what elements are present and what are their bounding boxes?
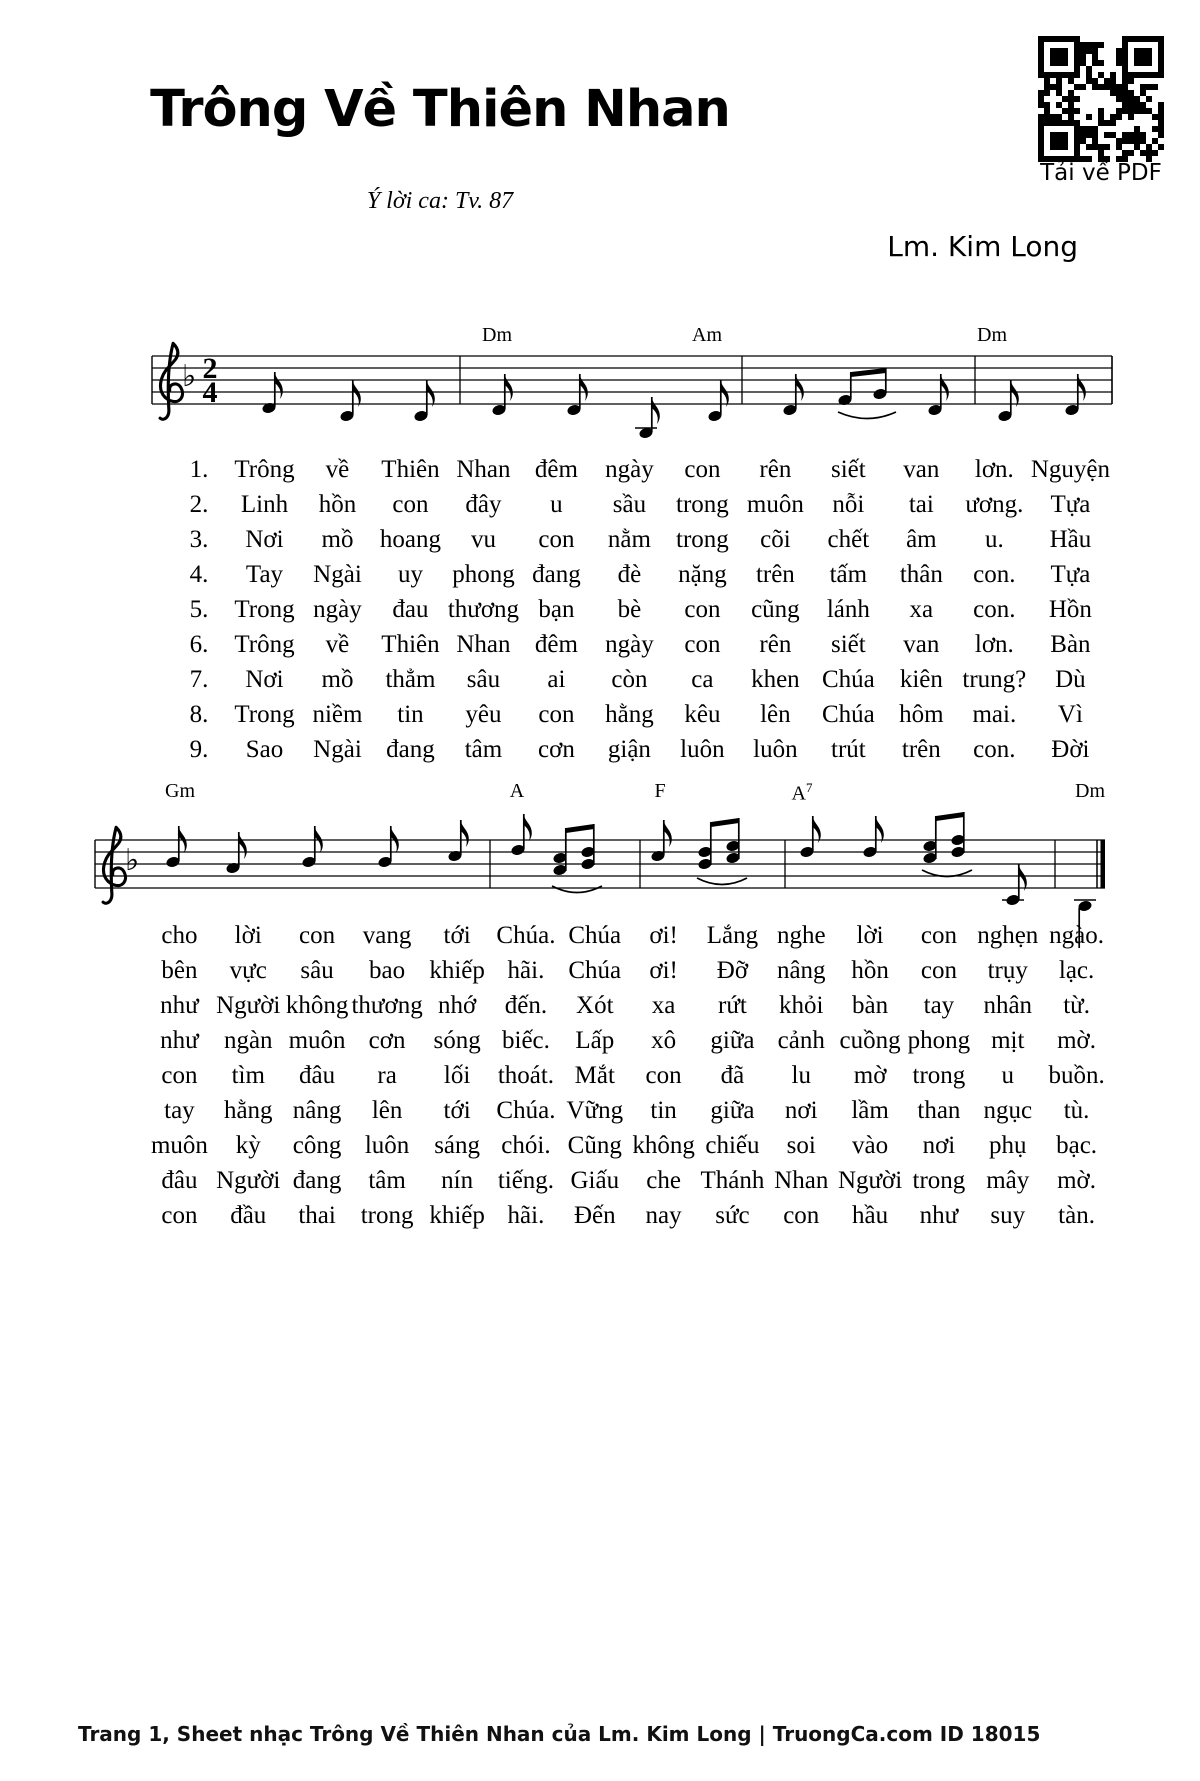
lyric-word: muôn <box>150 1132 208 1159</box>
lyric-word: Nơi <box>245 666 284 693</box>
lyric-word: con <box>645 1062 682 1089</box>
lyric-word: muôn <box>746 491 804 518</box>
lyric-word: giữa <box>710 1097 755 1124</box>
lyric-word: con <box>161 1202 198 1229</box>
qr-image <box>1038 36 1164 162</box>
lyric-word: tìm <box>231 1062 265 1089</box>
lyric-word: đã <box>720 1062 745 1089</box>
lyric-word: nhân <box>983 992 1033 1019</box>
song-subtitle: Ý lời ca: Tv. 87 <box>366 188 514 214</box>
lyric-word: Bàn <box>1050 631 1091 658</box>
lyric-word: mịt <box>991 1027 1025 1054</box>
lyric-word: mờ. <box>1057 1167 1097 1194</box>
qr-code[interactable] <box>1038 36 1164 162</box>
lyric-word: nơi <box>784 1097 818 1124</box>
lyric-word: tay <box>923 992 955 1019</box>
lyric-word: mồ <box>321 526 354 553</box>
continuation-block <box>145 918 1111 1233</box>
lyric-word: phong <box>452 561 515 588</box>
verse-number: 9. <box>189 736 209 763</box>
lyric-word: Linh <box>240 491 289 518</box>
lyric-word: nay <box>645 1202 682 1229</box>
lyric-word: tin <box>397 701 424 728</box>
lyric-word: xa <box>909 596 934 623</box>
lyric-word: sáng <box>434 1132 481 1159</box>
lyric-word: Nhan <box>456 631 511 658</box>
lyric-word: Ngài <box>313 736 362 763</box>
lyric-word: Giấu <box>570 1167 620 1194</box>
lyric-word: nỗi <box>832 491 865 518</box>
lyric-word: cõi <box>760 526 791 553</box>
verse-number: 1. <box>189 456 209 483</box>
lyric-word: lối <box>443 1062 471 1089</box>
lyric-word: Ngài <box>313 561 362 588</box>
lyric-word: vực <box>229 957 267 984</box>
lyric-word: Mắt <box>574 1062 615 1089</box>
lyric-word: trút <box>831 736 866 763</box>
lyric-word: sức <box>715 1202 750 1229</box>
lyric-word: mờ <box>853 1062 887 1089</box>
lyric-word: nín <box>441 1167 474 1194</box>
lyric-word: Trông <box>234 456 295 483</box>
lyric-word: cũng <box>751 596 800 623</box>
lyric-word: hãi. <box>507 1202 545 1229</box>
lyric-word: hằng <box>223 1097 273 1124</box>
lyric-word: Vững <box>566 1097 624 1124</box>
lyric-word: khiếp <box>429 957 485 984</box>
lyric-word: sâu <box>300 957 334 984</box>
chord-superscript: 7 <box>805 780 813 795</box>
lyric-word: siết <box>831 631 866 658</box>
lyric-word: nơi <box>922 1132 956 1159</box>
lyric-word: Tựa <box>1050 491 1091 518</box>
lyric-word: muôn <box>288 1027 346 1054</box>
lyric-word: ngày <box>313 596 362 623</box>
lyric-word: con <box>299 922 336 949</box>
lyric-word: tâm <box>368 1167 406 1194</box>
lyric-word: đây <box>465 491 502 518</box>
lyric-word: tâm <box>464 736 503 763</box>
lyric-word: Thánh <box>700 1167 765 1194</box>
lyric-word: Nhan <box>774 1167 829 1194</box>
lyric-word: bao <box>369 957 406 984</box>
lyric-word: bên <box>161 957 198 984</box>
lyric-word: phụ <box>988 1132 1027 1159</box>
lyric-word: nghẹn <box>977 922 1039 949</box>
lyric-word: buồn. <box>1048 1062 1105 1089</box>
lyric-word: về <box>325 456 350 483</box>
lyric-word: hồn <box>851 957 889 984</box>
lyric-word: công <box>292 1132 342 1159</box>
lyric-word: Người <box>837 1167 903 1194</box>
lyric-word: hằng <box>605 701 654 728</box>
lyric-word: kỳ <box>235 1132 261 1159</box>
lyric-word: Nguyện <box>1030 456 1110 483</box>
lyric-word: như <box>919 1202 959 1229</box>
lyric-word: bạn <box>538 596 575 623</box>
lyric-word: biếc. <box>502 1027 550 1054</box>
lyric-word: sóng <box>433 1027 481 1054</box>
lyric-word: thương <box>351 992 423 1019</box>
lyric-word: từ. <box>1063 992 1090 1019</box>
lyric-word: Nơi <box>245 526 284 553</box>
lyric-word: suy <box>990 1202 1026 1229</box>
lyric-word: bè <box>617 596 642 623</box>
download-pdf-label[interactable]: Tải về PDF <box>1040 160 1162 186</box>
lyric-word: tay <box>164 1097 195 1124</box>
lyric-word: thoát. <box>497 1062 555 1089</box>
lyric-word: đâu <box>161 1167 198 1194</box>
lyric-word: Hầu <box>1049 526 1092 553</box>
lyric-word: Trong <box>234 701 295 728</box>
verse-number: 2. <box>189 491 209 518</box>
lyric-word: yêu <box>465 701 502 728</box>
lyric-word: giận <box>607 736 651 763</box>
lyric-word: Lấp <box>575 1027 615 1054</box>
lyric-word: Dù <box>1055 666 1086 693</box>
lyric-word: khiếp <box>429 1202 485 1229</box>
chord-symbol: Am <box>692 324 722 346</box>
verse-number: 7. <box>189 666 209 693</box>
lyric-word: con <box>684 456 721 483</box>
chord-symbol: Dm <box>1075 780 1105 802</box>
lyric-word: con <box>920 957 957 984</box>
lyric-word: khen <box>751 666 800 693</box>
lyric-word: con. <box>973 736 1016 763</box>
page-footer: Trang 1, Sheet nhạc Trông Về Thiên Nhan của Lm. Kim Long | TruongCa.com ID 18015 <box>78 1722 1041 1746</box>
verse-number: 3. <box>189 526 209 553</box>
lyric-word: nặng <box>678 561 727 588</box>
lyric-word: Chúa <box>568 922 622 949</box>
lyric-word: Xót <box>576 992 614 1019</box>
lyric-word: Đến <box>573 1202 616 1229</box>
chord-symbol: Gm <box>165 780 195 802</box>
lyric-word: lạc. <box>1058 957 1095 984</box>
lyric-word: Đời <box>1051 736 1090 763</box>
lyric-word: Người <box>216 992 281 1019</box>
lyric-word: kiên <box>899 666 943 693</box>
lyric-word: than <box>917 1097 961 1124</box>
lyric-word: lên <box>371 1097 403 1124</box>
lyric-word: con <box>392 491 429 518</box>
lyric-word: ngục <box>983 1097 1033 1124</box>
lyric-word: đêm <box>534 631 578 658</box>
lyric-word: Chúa <box>821 701 875 728</box>
verse-number: 5. <box>189 596 209 623</box>
lyric-word: tin <box>650 1097 677 1124</box>
lyric-word: trong <box>912 1062 966 1089</box>
lyric-word: không <box>632 1132 695 1159</box>
lyric-word: Hồn <box>1048 596 1092 623</box>
lyric-word: rên <box>759 456 792 483</box>
lyric-word: trong <box>360 1202 414 1229</box>
lyric-word: trên <box>755 561 795 588</box>
lyric-word: đang <box>292 1167 342 1194</box>
lyric-word: đau <box>392 596 429 623</box>
lyric-word: đầu <box>230 1202 267 1229</box>
lyric-word: niềm <box>312 701 363 728</box>
chord-symbol: $A^7$ <box>791 780 813 805</box>
lyric-word: kêu <box>684 701 721 728</box>
lyric-word: Đỡ <box>716 957 749 984</box>
lyric-word: vang <box>362 922 412 949</box>
lyric-word: tai <box>908 491 934 518</box>
lyric-word: chiếu <box>705 1132 760 1159</box>
lyric-word: nghe <box>776 922 826 949</box>
lyric-word: con. <box>973 561 1016 588</box>
lyric-word: luôn <box>753 736 798 763</box>
lyric-word: ca <box>691 666 714 693</box>
verse-number: 4. <box>189 561 209 588</box>
lyric-word: tới <box>443 922 471 949</box>
lyric-word: trung? <box>962 666 1027 693</box>
lyric-word: Người <box>216 1167 281 1194</box>
lyric-word: đang <box>386 736 435 763</box>
lyric-word: ương. <box>965 491 1024 518</box>
lyric-word: Thiên <box>381 456 440 483</box>
lyric-word: trên <box>901 736 941 763</box>
lyric-word: lu <box>791 1062 811 1089</box>
lyric-word: Vì <box>1057 701 1083 728</box>
lyric-word: rứt <box>718 992 747 1019</box>
lyric-word: sầu <box>612 491 647 518</box>
lyric-word: xô <box>651 1027 677 1054</box>
lyric-word: nâng <box>776 957 826 984</box>
lyric-word: như <box>160 1027 199 1054</box>
svg-text:♭: ♭ <box>125 843 140 878</box>
lyric-word: đến. <box>504 992 548 1019</box>
lyric-word: ngào. <box>1049 922 1104 949</box>
lyric-word: soi <box>786 1132 816 1159</box>
lyric-word: Tựa <box>1050 561 1091 588</box>
lyric-word: chết <box>827 526 870 553</box>
chord-symbol: Dm <box>482 324 512 346</box>
lyric-word: lời <box>856 922 884 949</box>
lyric-word: thân <box>899 561 943 588</box>
lyric-word: tù. <box>1063 1097 1090 1124</box>
lyric-word: con <box>161 1062 198 1089</box>
lyric-word: che <box>646 1167 681 1194</box>
lyric-word: Trong <box>234 596 295 623</box>
lyric-word: chói. <box>501 1132 551 1159</box>
lyric-word: trong <box>912 1167 966 1194</box>
lyric-word: hôm <box>899 701 944 728</box>
lyric-word: mai. <box>972 701 1017 728</box>
chord-symbol: F <box>654 780 666 802</box>
lyric-word: âm <box>906 526 937 553</box>
lyric-word: tới <box>443 1097 471 1124</box>
lyric-word: vu <box>470 526 496 553</box>
lyric-word: bạc. <box>1056 1132 1098 1159</box>
lyric-word: Chúa <box>568 957 622 984</box>
lyric-word: thương <box>447 596 520 623</box>
lyric-word: lầm <box>851 1097 889 1124</box>
chord-symbol: A <box>509 780 525 802</box>
lyric-word: Chúa. <box>496 922 556 949</box>
lyric-word: con <box>684 631 721 658</box>
lyric-word: đang <box>532 561 581 588</box>
lyric-word: về <box>325 631 350 658</box>
svg-text:♭: ♭ <box>182 359 197 394</box>
lyric-word: u. <box>984 526 1004 553</box>
lyric-word: con <box>920 922 957 949</box>
lyric-word: ơi! <box>649 957 678 984</box>
lyric-word: con <box>783 1202 820 1229</box>
lyric-word: trụy <box>987 957 1028 984</box>
lyric-word: cuồng <box>839 1027 901 1054</box>
lyric-word: vào <box>852 1132 889 1159</box>
lyric-word: cho <box>161 922 198 949</box>
lyric-word: hồn <box>318 491 357 518</box>
lyric-word: van <box>903 456 940 483</box>
lyric-word: lánh <box>826 596 870 623</box>
song-title: Trông Về Thiên Nhan <box>150 80 730 139</box>
lyric-word: ngàn <box>223 1027 273 1054</box>
lyric-word: đè <box>617 561 642 588</box>
lyric-word: ngày <box>605 631 654 658</box>
lyric-word: khỏi <box>779 992 824 1019</box>
lyric-word: cảnh <box>777 1027 825 1054</box>
lyric-word: tấm <box>829 561 868 588</box>
lyric-word: tàn. <box>1058 1202 1095 1229</box>
lyric-word: mây <box>986 1167 1030 1194</box>
lyric-word: mồ <box>321 666 354 693</box>
lyric-word: siết <box>831 456 866 483</box>
composer-name: Lm. Kim Long <box>887 230 1078 263</box>
verse-number: 8. <box>189 701 209 728</box>
verse-block <box>170 452 1110 767</box>
lyric-word: uy <box>397 561 423 588</box>
lyric-word: Nhan <box>456 456 511 483</box>
lyric-word: hầu <box>852 1202 889 1229</box>
lyric-word: Chúa <box>821 666 875 693</box>
lyric-word: đêm <box>534 456 578 483</box>
lyric-word: rên <box>759 631 792 658</box>
lyric-word: lên <box>760 701 791 728</box>
lyric-word: tiếng. <box>497 1167 555 1194</box>
lyric-word: con <box>684 596 721 623</box>
lyric-word: trong <box>676 526 729 553</box>
lyric-word: sâu <box>466 666 501 693</box>
lyric-word: van <box>903 631 940 658</box>
lyric-word: nhớ <box>438 992 477 1019</box>
lyric-word: nâng <box>292 1097 342 1124</box>
lyric-word: ơi! <box>649 922 678 949</box>
lyric-word: ra <box>377 1062 397 1089</box>
lyric-word: con <box>538 701 575 728</box>
lyric-word: phong <box>907 1027 971 1054</box>
lyric-word: Tay <box>245 561 284 588</box>
lyric-word: lơn. <box>974 456 1014 483</box>
svg-text:2: 2 <box>202 352 218 385</box>
lyric-word: như <box>160 992 199 1019</box>
lyric-word: con <box>538 526 575 553</box>
lyric-word: Lắng <box>706 922 759 949</box>
lyric-word: thai <box>298 1202 336 1229</box>
lyric-word: mờ. <box>1057 1027 1097 1054</box>
lyric-word: xa <box>651 992 676 1019</box>
lyric-word: Thiên <box>381 631 440 658</box>
verse-number: 6. <box>189 631 209 658</box>
lyric-word: giữa <box>710 1027 755 1054</box>
lyric-word: cơn <box>368 1027 406 1054</box>
svg-text:4: 4 <box>202 376 218 409</box>
lyric-word: ngày <box>605 456 654 483</box>
lyric-word: ai <box>547 666 566 693</box>
lyric-word: lời <box>234 922 262 949</box>
lyric-word: u <box>550 491 563 518</box>
lyric-word: trong <box>676 491 729 518</box>
lyric-word: u <box>1001 1062 1014 1089</box>
chord-symbol: Dm <box>977 324 1007 346</box>
lyric-word: cơn <box>538 736 575 763</box>
lyric-word: thẳm <box>385 666 436 693</box>
lyric-word: lơn. <box>974 631 1014 658</box>
lyric-word: luôn <box>364 1132 410 1159</box>
lyric-word: con. <box>973 596 1016 623</box>
lyric-word: đâu <box>299 1062 336 1089</box>
lyric-word: còn <box>611 666 648 693</box>
lyric-word: nằm <box>607 526 651 553</box>
lyric-word: hãi. <box>507 957 545 984</box>
lyric-word: Chúa. <box>496 1097 556 1124</box>
lyric-word: hoang <box>379 526 442 553</box>
lyric-word: luôn <box>680 736 725 763</box>
lyric-word: không <box>285 992 349 1019</box>
lyric-word: Sao <box>245 736 284 763</box>
lyric-word: Cũng <box>567 1132 622 1159</box>
lyric-word: bàn <box>852 992 889 1019</box>
lyric-word: Trông <box>234 631 295 658</box>
